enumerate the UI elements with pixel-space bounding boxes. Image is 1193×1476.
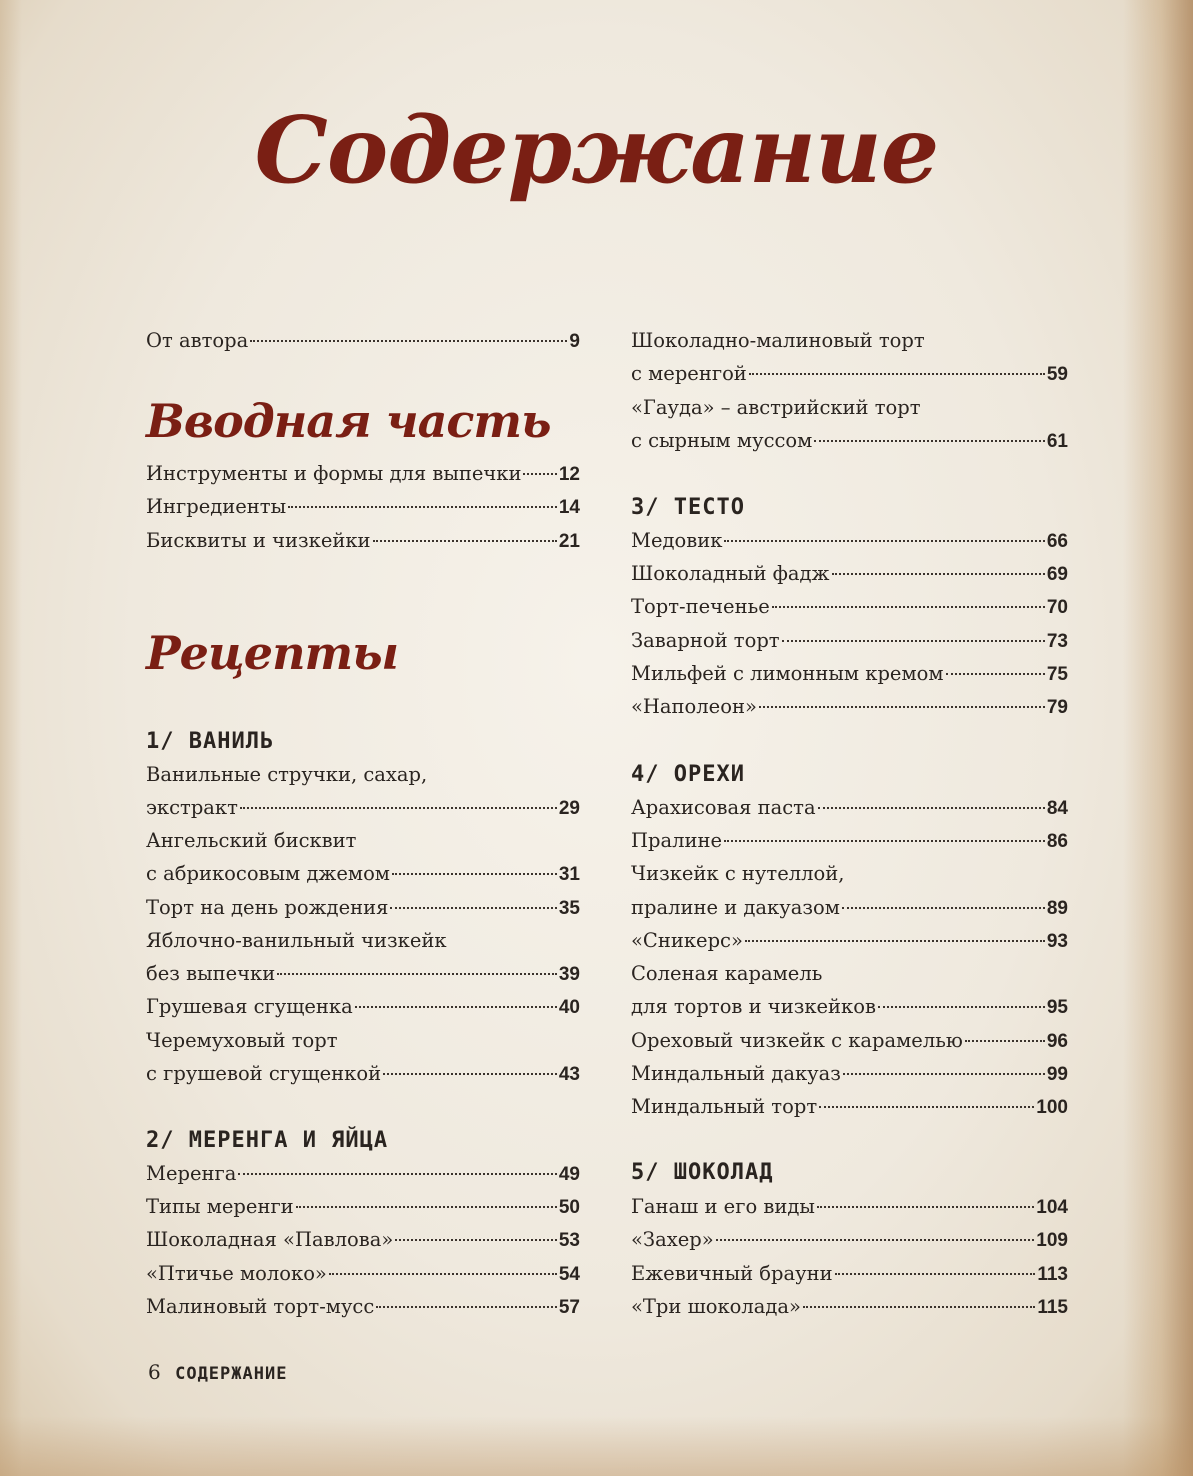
toc-entry-label: Малиновый торт-мусс xyxy=(146,1295,375,1318)
toc-entry-label: Инструменты и формы для выпечки xyxy=(146,462,522,485)
page-number: 6 xyxy=(148,1360,161,1384)
toc-leader-dots xyxy=(819,1105,1034,1108)
toc-entry-page: 75 xyxy=(1046,664,1068,685)
toc-entry-label: Ганаш и его виды xyxy=(631,1195,815,1218)
toc-entry[interactable] xyxy=(631,529,1068,553)
section-heading-recipes: Рецепты xyxy=(146,626,398,680)
chapter-heading-dough: 3/ ТЕСТО xyxy=(631,495,745,520)
toc-leader-dots xyxy=(716,1238,1035,1241)
toc-entry-page: 69 xyxy=(1046,564,1068,585)
toc-entry-label: «Три шоколада» xyxy=(631,1295,801,1318)
toc-leader-dots xyxy=(724,839,1045,842)
toc-entry-label: «Сникерс» xyxy=(631,929,743,952)
page-edge-left xyxy=(0,0,22,1476)
toc-entry-line1: Ангельский бисквит xyxy=(146,829,357,852)
toc-entry-line1: Черемуховый торт xyxy=(146,1029,338,1052)
toc-entry[interactable] xyxy=(631,829,1068,853)
toc-entry[interactable] xyxy=(631,562,1068,586)
toc-leader-dots xyxy=(288,505,557,508)
toc-entry-label: Ежевичный брауни xyxy=(631,1262,833,1285)
toc-entry[interactable] xyxy=(631,1062,1068,1086)
toc-entry-label: Меренга xyxy=(146,1162,237,1185)
chapter-heading-vanilla: 1/ ВАНИЛЬ xyxy=(146,729,275,754)
toc-entry-page: 39 xyxy=(558,964,580,985)
toc-entry-label: Арахисовая паста xyxy=(631,796,816,819)
toc-entry-page: 57 xyxy=(558,1297,580,1318)
toc-entry-page: 59 xyxy=(1046,364,1068,385)
toc-entry-label: Заварной торт xyxy=(631,629,780,652)
page-title: Содержание xyxy=(254,96,939,204)
toc-leader-dots xyxy=(878,1005,1045,1008)
toc-entry-label: Грушевая сгущенка xyxy=(146,995,353,1018)
toc-entry-page: 113 xyxy=(1037,1264,1068,1285)
running-title: СОДЕРЖАНИЕ xyxy=(175,1364,288,1384)
toc-entry[interactable] xyxy=(631,429,1068,453)
toc-entry-label: Торт на день рождения xyxy=(146,896,389,919)
toc-leader-dots xyxy=(843,1072,1045,1075)
toc-entry[interactable] xyxy=(631,595,1068,619)
toc-entry-page: 53 xyxy=(558,1230,580,1251)
toc-entry[interactable] xyxy=(146,962,580,986)
toc-entry[interactable] xyxy=(146,862,580,886)
toc-entry-label: Шоколадная «Павлова» xyxy=(146,1228,394,1251)
toc-entry[interactable] xyxy=(631,896,1068,920)
toc-leader-dots xyxy=(817,1205,1034,1208)
toc-leader-dots xyxy=(523,472,556,475)
toc-entry-page: 40 xyxy=(558,997,580,1018)
toc-entry-label: «Наполеон» xyxy=(631,695,757,718)
page-footer xyxy=(148,1360,287,1384)
toc-entry-line1: «Гауда» – австрийский торт xyxy=(631,396,921,419)
toc-entry[interactable] xyxy=(631,629,1068,653)
chapter-heading-nuts: 4/ ОРЕХИ xyxy=(631,762,745,787)
toc-leader-dots xyxy=(395,1238,557,1241)
toc-entry[interactable] xyxy=(146,995,580,1019)
toc-entry[interactable] xyxy=(631,995,1068,1019)
toc-entry[interactable] xyxy=(631,1262,1068,1286)
toc-entry[interactable] xyxy=(631,1095,1068,1119)
toc-entry-page: 66 xyxy=(1046,531,1068,552)
toc-entry-page: 104 xyxy=(1036,1197,1068,1218)
toc-leader-dots xyxy=(240,806,557,809)
toc-entry-page: 31 xyxy=(558,864,580,885)
toc-entry[interactable] xyxy=(146,1162,580,1186)
toc-leader-dots xyxy=(329,1272,557,1275)
toc-entry[interactable] xyxy=(631,796,1068,820)
toc-leader-dots xyxy=(296,1205,557,1208)
toc-right-column xyxy=(631,0,1068,1476)
toc-entry-label: с меренгой xyxy=(631,362,747,385)
toc-entry-page: 49 xyxy=(558,1164,580,1185)
toc-entry-label: экстракт xyxy=(146,796,238,819)
toc-leader-dots xyxy=(392,872,557,875)
toc-entry-page: 70 xyxy=(1046,597,1068,618)
chapter-heading-chocolate: 5/ ШОКОЛАД xyxy=(631,1160,774,1185)
toc-entry-label: с абрикосовым джемом xyxy=(146,862,390,885)
toc-entry[interactable] xyxy=(146,1295,580,1319)
toc-entry-label: пралине и дакуазом xyxy=(631,896,840,919)
toc-entry-label: Миндальный дакуаз xyxy=(631,1062,841,1085)
toc-entry-line1: Соленая карамель xyxy=(631,962,823,985)
toc-entry-line1: Чизкейк с нутеллой, xyxy=(631,862,845,885)
toc-entry[interactable] xyxy=(631,1029,1068,1053)
toc-entry-page: 54 xyxy=(558,1264,580,1285)
page-edge-right xyxy=(1123,0,1193,1476)
toc-leader-dots xyxy=(782,639,1045,642)
toc-entry-label: без выпечки xyxy=(146,962,276,985)
toc-entry[interactable] xyxy=(146,1062,580,1086)
toc-leader-dots xyxy=(814,439,1045,442)
toc-entry-label: с сырным муссом xyxy=(631,429,813,452)
toc-entry[interactable] xyxy=(146,896,580,920)
toc-entry[interactable] xyxy=(146,1262,580,1286)
toc-entry[interactable] xyxy=(146,1228,580,1252)
toc-entry-page: 89 xyxy=(1046,898,1068,919)
toc-entry[interactable] xyxy=(146,796,580,820)
toc-entry-label: Пралине xyxy=(631,829,723,852)
toc-entry-line1: Яблочно-ванильный чизкейк xyxy=(146,929,447,952)
toc-entry-page: 12 xyxy=(558,464,580,485)
toc-entry-page: 109 xyxy=(1036,1230,1068,1251)
toc-leader-dots xyxy=(749,372,1045,375)
toc-entry-label: Типы меренги xyxy=(146,1195,294,1218)
toc-leader-dots xyxy=(965,1039,1045,1042)
toc-entry[interactable] xyxy=(631,662,1068,686)
toc-entry-page: 35 xyxy=(558,898,580,919)
toc-entry[interactable] xyxy=(146,462,580,486)
toc-entry-page: 61 xyxy=(1046,431,1068,452)
toc-leader-dots xyxy=(745,939,1045,942)
toc-entry[interactable] xyxy=(631,1195,1068,1219)
toc-entry-page: 9 xyxy=(569,331,580,352)
toc-entry[interactable] xyxy=(631,1295,1068,1319)
toc-leader-dots xyxy=(373,539,557,542)
toc-entry-label: «Захер» xyxy=(631,1228,714,1251)
toc-entry-line1: Ванильные стручки, сахар, xyxy=(146,763,428,786)
toc-leader-dots xyxy=(250,339,567,342)
toc-entry-label: Шоколадный фадж xyxy=(631,562,830,585)
toc-entry-page: 79 xyxy=(1046,697,1068,718)
toc-entry[interactable] xyxy=(146,529,580,553)
toc-entry[interactable] xyxy=(631,695,1068,719)
toc-entry-page: 100 xyxy=(1036,1097,1068,1118)
toc-entry-line1: Шоколадно-малиновый торт xyxy=(631,329,925,352)
toc-leader-dots xyxy=(238,1172,556,1175)
toc-leader-dots xyxy=(724,539,1044,542)
toc-entry-page: 86 xyxy=(1046,831,1068,852)
toc-left-column xyxy=(146,0,580,1476)
toc-leader-dots xyxy=(946,672,1045,675)
toc-leader-dots xyxy=(832,572,1045,575)
toc-entry-label: Мильфей с лимонным кремом xyxy=(631,662,944,685)
toc-entry[interactable] xyxy=(631,929,1068,953)
toc-entry-page: 84 xyxy=(1046,798,1068,819)
toc-leader-dots xyxy=(376,1305,557,1308)
toc-entry[interactable] xyxy=(631,362,1068,386)
toc-entry-page: 73 xyxy=(1046,631,1068,652)
toc-leader-dots xyxy=(835,1272,1036,1275)
chapter-heading-meringue: 2/ МЕРЕНГА И ЯЙЦА xyxy=(146,1128,389,1153)
toc-entry-label: Ингредиенты xyxy=(146,495,287,518)
toc-leader-dots xyxy=(772,605,1045,608)
toc-entry[interactable] xyxy=(631,1228,1068,1252)
toc-entry-page: 93 xyxy=(1046,931,1068,952)
toc-entry-label: От автора xyxy=(146,329,249,352)
toc-entry-label: для тортов и чизкейков xyxy=(631,995,876,1018)
toc-entry-label: Ореховый чизкейк с карамелью xyxy=(631,1029,963,1052)
toc-entry-label: Бисквиты и чизкейки xyxy=(146,529,371,552)
toc-entry-page: 96 xyxy=(1046,1031,1068,1052)
toc-leader-dots xyxy=(818,806,1045,809)
toc-entry-page: 43 xyxy=(558,1064,580,1085)
toc-entry[interactable] xyxy=(146,1195,580,1219)
toc-entry-label: Медовик xyxy=(631,529,723,552)
toc-entry-label: Миндальный торт xyxy=(631,1095,818,1118)
toc-entry-label: с грушевой сгущенкой xyxy=(146,1062,382,1085)
toc-entry-page: 29 xyxy=(558,798,580,819)
toc-leader-dots xyxy=(803,1305,1035,1308)
toc-entry-label: «Птичье молоко» xyxy=(146,1262,327,1285)
toc-entry-page: 21 xyxy=(558,531,580,552)
toc-leader-dots xyxy=(383,1072,557,1075)
toc-entry-page: 99 xyxy=(1046,1064,1068,1085)
toc-entry-page: 115 xyxy=(1037,1297,1068,1318)
toc-leader-dots xyxy=(390,906,556,909)
toc-entry-page: 50 xyxy=(558,1197,580,1218)
toc-leader-dots xyxy=(842,906,1045,909)
toc-leader-dots xyxy=(759,705,1045,708)
toc-leader-dots xyxy=(277,972,557,975)
toc-entry-page: 95 xyxy=(1046,997,1068,1018)
toc-leader-dots xyxy=(355,1005,557,1008)
section-heading-intro: Вводная часть xyxy=(146,394,551,448)
toc-entry-page: 14 xyxy=(558,497,580,518)
toc-entry[interactable] xyxy=(146,329,580,353)
toc-entry[interactable] xyxy=(146,495,580,519)
toc-entry-label: Торт-печенье xyxy=(631,595,770,618)
